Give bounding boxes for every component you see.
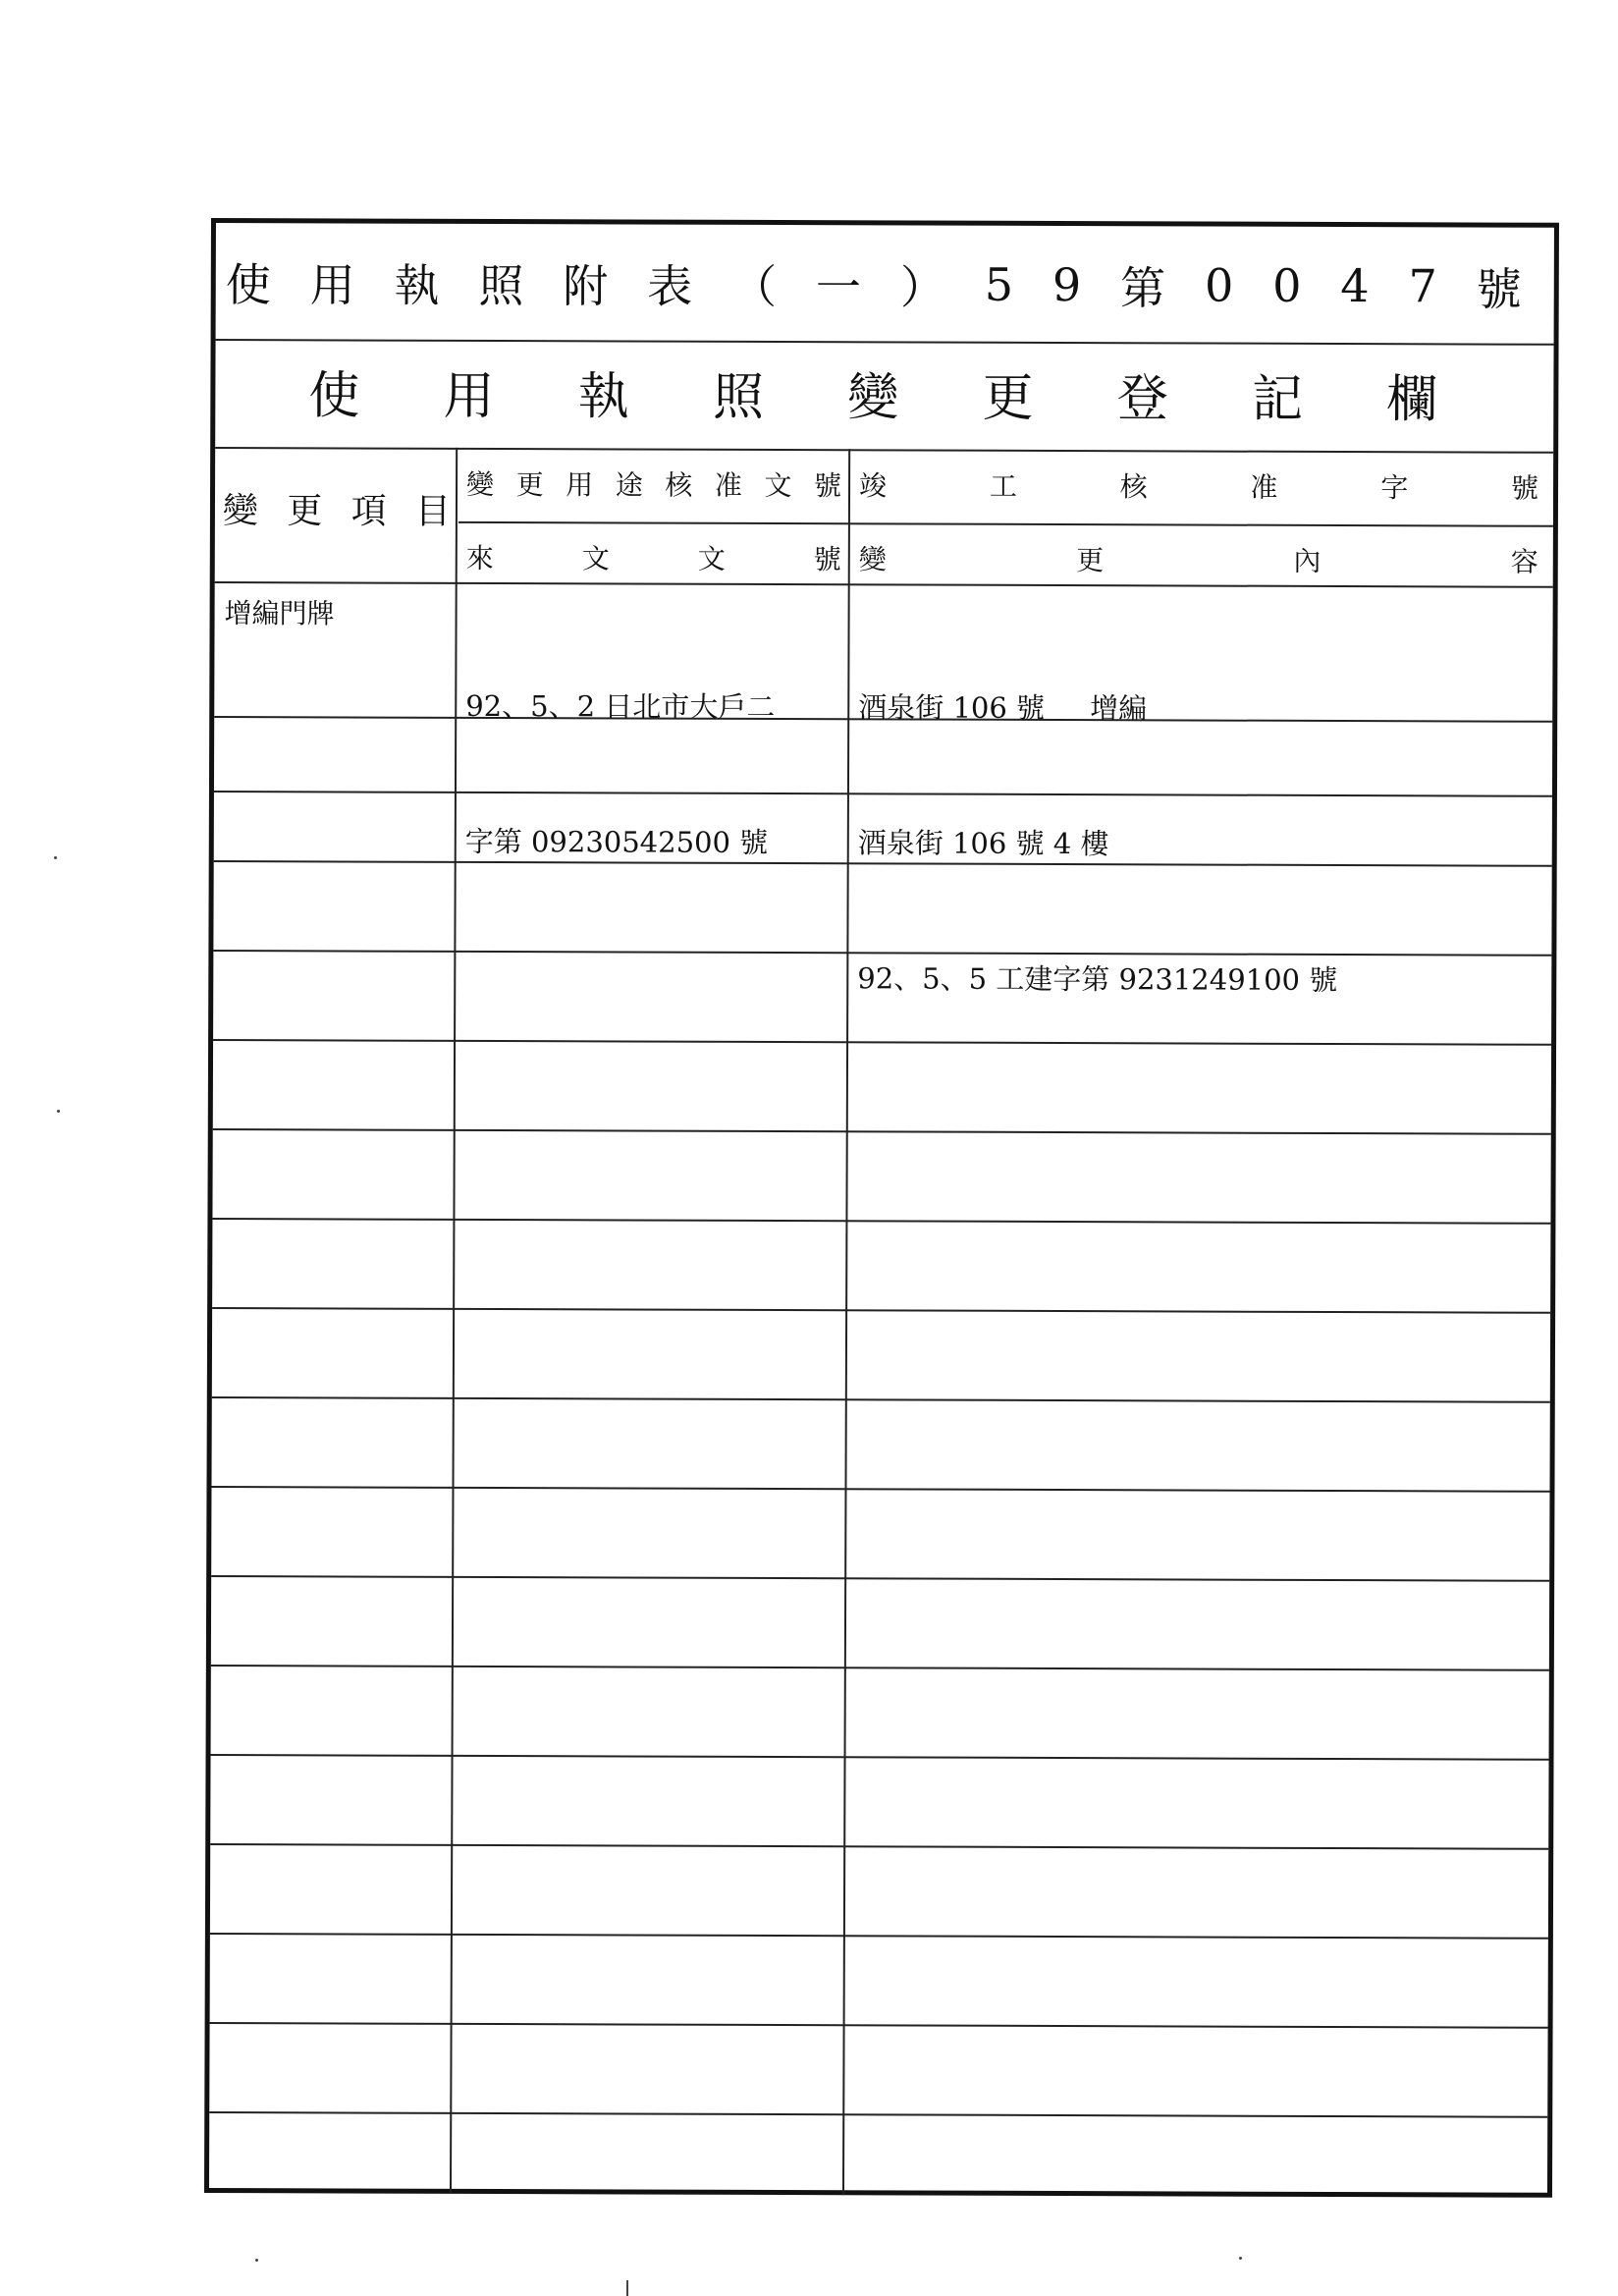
- form-title: 使 用 執 照 附 表 （ 一 ） 5 9 第 0 0 4 7 號: [225, 257, 1522, 316]
- col-divider-1: [450, 448, 458, 2194]
- scan-speck: [255, 2259, 258, 2262]
- content-line: 92、5、5 工建字第 9231249100 號: [857, 961, 1338, 998]
- row-rule: [212, 1396, 1550, 1403]
- row-incoming-doc: [464, 593, 775, 956]
- title-bottom-rule: [216, 339, 1554, 346]
- header-mid-rule: [458, 521, 1553, 527]
- row-rule: [213, 1128, 1551, 1135]
- row-rule: [210, 1933, 1548, 1940]
- scan-speck: [57, 1110, 60, 1113]
- row-rule: [211, 1665, 1549, 1671]
- header-completion-no: 竣 工 核 准 字 號: [858, 469, 1539, 505]
- col-divider-2: [842, 449, 850, 2195]
- header-approval-doc: 變 更 用 途 核 准 文 號: [465, 467, 842, 503]
- row-rule: [210, 2022, 1548, 2029]
- registry-title-bottom-rule: [215, 447, 1553, 454]
- change-registry-form: [204, 218, 1559, 2198]
- row-rule: [211, 1575, 1549, 1582]
- content-line: 酒泉街 106 號 增編: [858, 690, 1148, 726]
- doc-line: 92、5、2 日北市大戶二: [465, 688, 776, 725]
- content-line: 酒泉街 106 號 4 樓: [857, 826, 1109, 861]
- row-rule: [211, 1754, 1549, 1761]
- row-rule: [209, 2111, 1547, 2118]
- row-rule: [212, 1307, 1550, 1314]
- header-incoming-doc: 來 文 文 號: [465, 541, 841, 576]
- header-change-item: 變 更 項 目: [222, 490, 452, 532]
- header-change-content: 變 更 內 容: [858, 543, 1538, 578]
- doc-line: 字第 09230542500 號: [464, 824, 769, 859]
- registry-title: 使 用 執 照 變 更 登 記 欄: [308, 365, 1438, 429]
- row-rule: [212, 1218, 1550, 1225]
- scan-speck: [54, 856, 57, 859]
- row-rule: [210, 1843, 1548, 1850]
- row-change-content: [857, 594, 1339, 1093]
- scan-speck: [1239, 2257, 1242, 2260]
- row-rule: [211, 1486, 1549, 1493]
- header-bottom-rule: [215, 581, 1553, 588]
- scan-speck: [626, 2280, 628, 2296]
- row-change-item: 增編門牌: [224, 597, 335, 630]
